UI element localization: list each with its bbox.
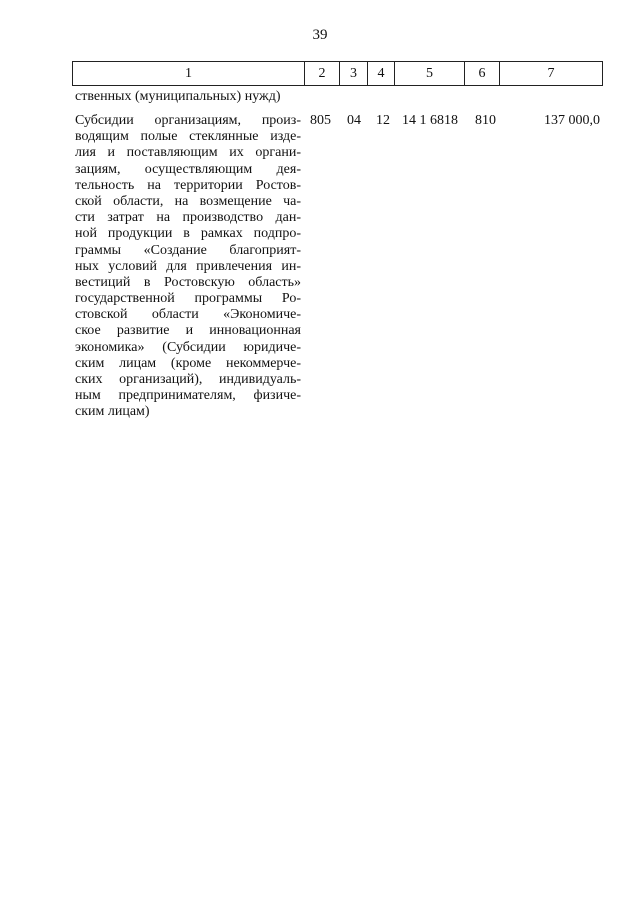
header-cell-2: 2 [305,62,340,86]
description-line: вестиций в Ростовскую область» [75,274,301,290]
value-col7: 137 000,0 [544,113,600,128]
header-row [73,62,603,86]
description-line: лия и поставляющим их органи- [75,145,301,161]
description-line: зациям, осуществляющим дея- [75,161,301,177]
description-line: водящим полые стеклянные изде- [75,129,301,145]
value-col3: 04 [347,113,361,128]
description-line: ной продукции в рамках подпро- [75,226,301,242]
header-cell-4: 4 [368,62,395,86]
description-line: стовской области «Экономиче- [75,307,301,323]
description-line: экономика» (Субсидии юридиче- [75,339,301,355]
description-line: ским лицам (кроме некоммерче- [75,355,301,371]
header-cell-3: 3 [340,62,368,86]
value-col4: 12 [376,113,390,128]
description-line: ским лицам) [75,404,150,420]
header-cell-7: 7 [500,62,603,86]
row-description [75,113,301,421]
description-line: Субсидии организациям, произ- [75,113,301,128]
header-cell-5: 5 [395,62,465,86]
header-cell-6: 6 [465,62,500,86]
value-col6: 810 [475,113,496,128]
value-col2: 805 [310,113,331,128]
value-col5: 14 1 6818 [402,113,458,128]
table-header [72,61,603,86]
description-line: государственной программы Ро- [75,291,301,307]
description-line: ным предпринимателям, физиче- [75,388,301,404]
description-line: ных условий для привлечения ин- [75,258,301,274]
description-line: ских организаций), индивидуаль- [75,372,301,387]
description-line: тельность на территории Ростов- [75,177,301,193]
continuation-text: ственных (муниципальных) нужд) [75,89,281,104]
description-line: ской области, на возмещение ча- [75,193,301,209]
description-line: ское развитие и инновационная [75,323,301,339]
page-number: 39 [312,27,328,43]
description-line: сти затрат на производство дан- [75,210,301,226]
description-line: граммы «Создание благоприят- [75,242,301,258]
header-cell-1: 1 [73,62,305,86]
